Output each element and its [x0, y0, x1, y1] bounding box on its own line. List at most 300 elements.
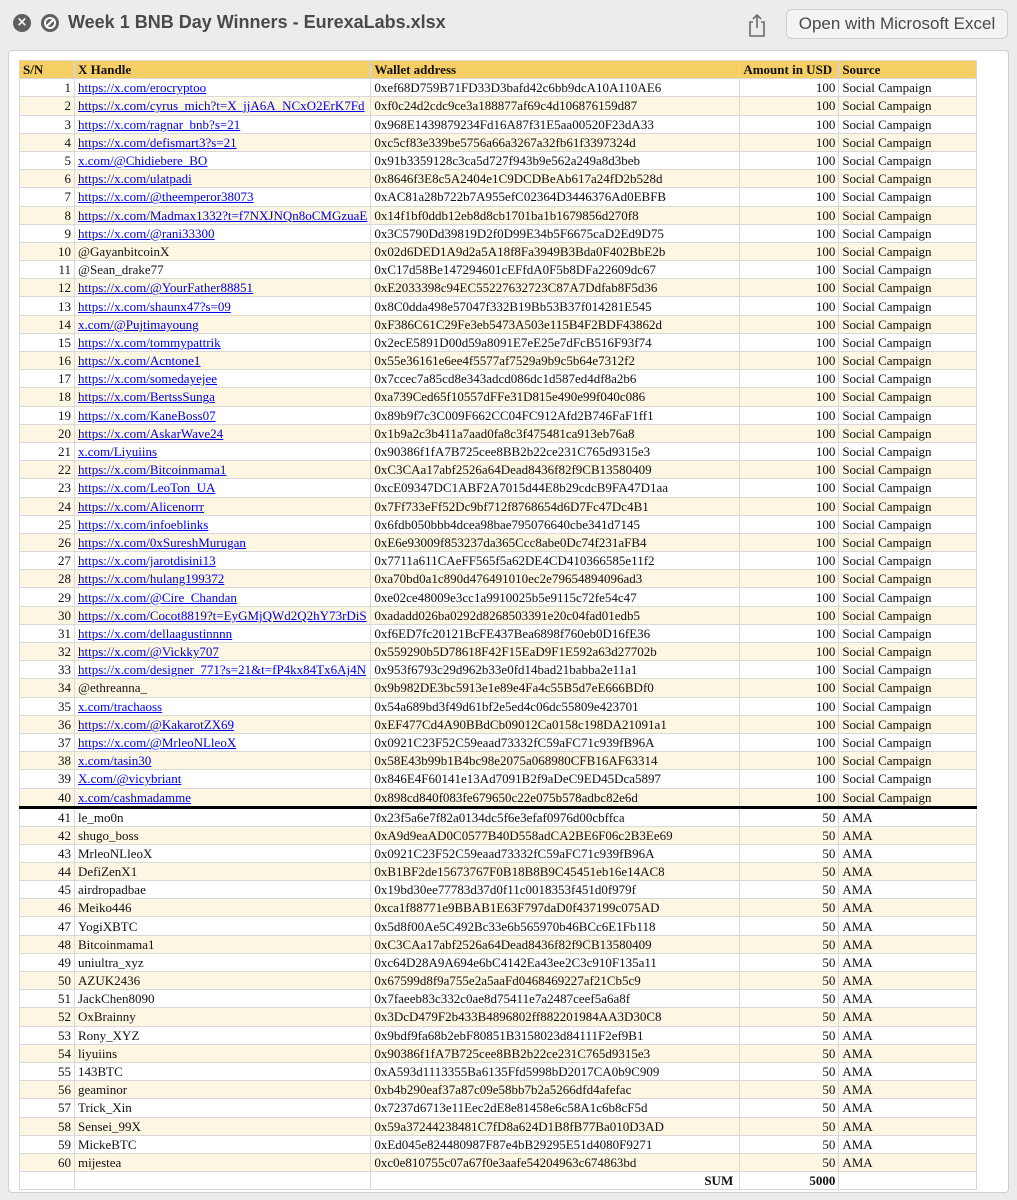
cell-sn[interactable]: 31 — [20, 624, 75, 642]
cell-sn[interactable]: 25 — [20, 515, 75, 533]
cell-sn[interactable]: 11 — [20, 261, 75, 279]
cell-source[interactable]: Social Campaign — [839, 333, 977, 351]
cell-wallet-address[interactable]: 0x8C0dda498e57047f332B19Bb53B37f014281E545 — [371, 297, 740, 315]
cell-amount[interactable]: 50 — [740, 972, 839, 990]
cell-x-handle[interactable]: Trick_Xin — [75, 1099, 371, 1117]
cell-amount[interactable]: 100 — [740, 279, 839, 297]
x-handle-link[interactable]: https://x.com/jarotdisini13 — [78, 553, 216, 569]
cell-amount[interactable]: 100 — [740, 115, 839, 133]
cell-wallet-address[interactable]: 0x953f6793c29d962b33e0fd14bad21babba2e11a1 — [371, 661, 740, 679]
cell-x-handle[interactable] — [75, 570, 371, 588]
x-handle-link[interactable]: x.com/cashmadamme — [78, 789, 191, 805]
table-row[interactable] — [20, 497, 977, 515]
table-row[interactable] — [20, 388, 977, 406]
cell-x-handle[interactable] — [75, 151, 371, 169]
cell-x-handle[interactable] — [75, 297, 371, 315]
x-handle-link[interactable]: https://x.com/Alicenorrr — [78, 498, 205, 514]
cell-source[interactable]: Social Campaign — [839, 570, 977, 588]
table-row[interactable] — [20, 643, 977, 661]
cell-source[interactable]: AMA — [839, 953, 977, 971]
x-handle-link[interactable]: https://x.com/defismart3?s=21 — [78, 134, 237, 150]
cell-source[interactable]: AMA — [839, 844, 977, 862]
x-handle-link[interactable]: https://x.com/designer_771?s=21&t=fP4kx84Tx6Aj4N — [78, 662, 367, 678]
cell-wallet-address[interactable]: 0xe02ce48009e3cc1a9910025b5e9115c72fe54c47 — [371, 588, 740, 606]
cell-x-handle[interactable] — [75, 133, 371, 151]
cell-source[interactable]: Social Campaign — [839, 661, 977, 679]
cell-amount[interactable]: 100 — [740, 151, 839, 169]
cell-amount[interactable]: 100 — [740, 224, 839, 242]
cell-sn[interactable]: 33 — [20, 661, 75, 679]
cell-x-handle[interactable] — [75, 552, 371, 570]
cell-x-handle[interactable]: YogiXBTC — [75, 917, 371, 935]
cell-source[interactable]: Social Campaign — [839, 388, 977, 406]
cell-amount[interactable]: 50 — [740, 990, 839, 1008]
x-handle-link[interactable]: https://x.com/infoeblinks — [78, 516, 209, 532]
cell-wallet-address[interactable]: 0x67599d8f9a755e2a5aaFd0468469227af21Cb5c9 — [371, 972, 740, 990]
cell-wallet-address[interactable]: 0xE2033398c94EC55227632723C87A7Ddfab8F5d36 — [371, 279, 740, 297]
cell-sn[interactable]: 13 — [20, 297, 75, 315]
share-icon[interactable] — [745, 12, 769, 38]
cell-amount[interactable]: 50 — [740, 826, 839, 844]
cell-source[interactable]: Social Campaign — [839, 133, 977, 151]
cell-x-handle[interactable]: liyuiins — [75, 1044, 371, 1062]
cell-amount[interactable]: 100 — [740, 388, 839, 406]
cell-sn[interactable]: 26 — [20, 533, 75, 551]
cell-sn[interactable]: 40 — [20, 788, 75, 807]
cell-x-handle[interactable] — [75, 588, 371, 606]
block-icon[interactable] — [41, 14, 59, 32]
cell-source[interactable]: AMA — [839, 1026, 977, 1044]
table-row[interactable] — [20, 1099, 977, 1117]
cell-wallet-address[interactable]: 0xa70bd0a1c890d476491010ec2e79654894096ad3 — [371, 570, 740, 588]
cell-source[interactable]: AMA — [839, 899, 977, 917]
cell-source[interactable]: Social Campaign — [839, 406, 977, 424]
cell-x-handle[interactable] — [75, 661, 371, 679]
cell-sn[interactable]: 7 — [20, 188, 75, 206]
x-handle-link[interactable]: x.com/Liyuiins — [78, 444, 158, 460]
x-handle-link[interactable]: https://x.com/shaunx47?s=09 — [78, 298, 231, 314]
cell-amount[interactable]: 50 — [740, 953, 839, 971]
cell-wallet-address[interactable]: 0x7ccec7a85cd8e343adcd086dc1d587ed4df8a2b6 — [371, 370, 740, 388]
cell-x-handle[interactable] — [75, 461, 371, 479]
x-handle-link[interactable]: https://x.com/@theemperor38073 — [78, 189, 254, 205]
cell-x-handle[interactable] — [75, 715, 371, 733]
cell-sn[interactable]: 56 — [20, 1081, 75, 1099]
table-row[interactable] — [20, 79, 977, 97]
table-row[interactable] — [20, 315, 977, 333]
cell-wallet-address[interactable]: 0x19bd30ee77783d37d0f11c0018353f451d0f979f — [371, 881, 740, 899]
cell-x-handle[interactable] — [75, 370, 371, 388]
cell-source[interactable]: Social Campaign — [839, 552, 977, 570]
cell-wallet-address[interactable]: 0xef68D759B71FD33D3bafd42c6bb9dcA10A110AE6 — [371, 79, 740, 97]
x-handle-link[interactable]: X.com/@vicybriant — [78, 771, 182, 787]
cell-source[interactable]: Social Campaign — [839, 606, 977, 624]
cell-x-handle[interactable]: AZUK2436 — [75, 972, 371, 990]
cell-source[interactable]: AMA — [839, 935, 977, 953]
cell-amount[interactable]: 50 — [740, 1081, 839, 1099]
cell-wallet-address[interactable]: 0xC17d58Be147294601cEFfdA0F5b8DFa22609dc67 — [371, 261, 740, 279]
x-handle-link[interactable]: x.com/tasin30 — [78, 753, 152, 769]
cell-x-handle[interactable] — [75, 697, 371, 715]
cell-x-handle[interactable]: uniultra_xyz — [75, 953, 371, 971]
cell-source[interactable]: AMA — [839, 1099, 977, 1117]
cell-sn[interactable]: 2 — [20, 97, 75, 115]
table-row[interactable] — [20, 424, 977, 442]
cell-source[interactable]: AMA — [839, 1062, 977, 1080]
cell-source[interactable]: AMA — [839, 972, 977, 990]
cell-x-handle[interactable] — [75, 533, 371, 551]
cell-amount[interactable]: 100 — [740, 188, 839, 206]
x-handle-link[interactable]: https://x.com/cyrus_mich?t=X_jjA6A_NCxO2ErK7Fd — [78, 98, 365, 114]
cell-amount[interactable]: 100 — [740, 533, 839, 551]
cell-source[interactable]: Social Campaign — [839, 315, 977, 333]
cell-x-handle[interactable]: 143BTC — [75, 1062, 371, 1080]
cell-sn[interactable]: 59 — [20, 1135, 75, 1153]
cell-wallet-address[interactable]: 0xc5cf83e339be5756a66a3267a32fb61f3397324d — [371, 133, 740, 151]
x-handle-link[interactable]: https://x.com/Cocot8819?t=EyGMjQWd2Q2hY73rDiS — [78, 607, 367, 623]
cell-x-handle[interactable]: OxBrainny — [75, 1008, 371, 1026]
table-row[interactable] — [20, 279, 977, 297]
cell-source[interactable]: Social Campaign — [839, 242, 977, 260]
cell-wallet-address[interactable]: 0xA9d9eaAD0C0577B40D558adCA2BE6F06c2B3Ee69 — [371, 826, 740, 844]
cell-source[interactable]: Social Campaign — [839, 115, 977, 133]
table-row[interactable] — [20, 826, 977, 844]
cell-wallet-address[interactable]: 0xcE09347DC1ABF2A7015d44E8b29cdcB9FA47D1aa — [371, 479, 740, 497]
cell-source[interactable]: AMA — [839, 1081, 977, 1099]
cell-sn[interactable]: 37 — [20, 733, 75, 751]
cell-x-handle[interactable] — [75, 333, 371, 351]
cell-x-handle[interactable] — [75, 624, 371, 642]
cell-wallet-address[interactable]: 0x89b9f7c3C009F662CC04FC912Afd2B746FaF1ff1 — [371, 406, 740, 424]
cell-sn[interactable]: 38 — [20, 752, 75, 770]
cell-x-handle[interactable]: @Sean_drake77 — [75, 261, 371, 279]
cell-amount[interactable]: 100 — [740, 315, 839, 333]
cell-wallet-address[interactable]: 0x58E43b99b1B4bc98e2075a068980CFB16AF63314 — [371, 752, 740, 770]
cell-sn[interactable]: 32 — [20, 643, 75, 661]
cell-wallet-address[interactable]: 0x559290b5D78618F42F15EaD9F1E592a63d27702b — [371, 643, 740, 661]
cell-sn[interactable]: 23 — [20, 479, 75, 497]
cell-amount[interactable]: 100 — [740, 133, 839, 151]
table-row[interactable] — [20, 115, 977, 133]
table-row[interactable] — [20, 697, 977, 715]
cell-sn[interactable]: 12 — [20, 279, 75, 297]
cell-wallet-address[interactable]: 0x7faeeb83c332c0ae8d75411e7a2487ceef5a6a8f — [371, 990, 740, 1008]
table-row[interactable] — [20, 1062, 977, 1080]
cell-source[interactable]: Social Campaign — [839, 733, 977, 751]
cell-sn[interactable]: 6 — [20, 170, 75, 188]
cell-sn[interactable]: 51 — [20, 990, 75, 1008]
x-handle-link[interactable]: https://x.com/@KakarotZX69 — [78, 716, 235, 732]
table-row[interactable] — [20, 479, 977, 497]
cell-x-handle[interactable] — [75, 479, 371, 497]
x-handle-link[interactable]: https://x.com/ulatpadi — [78, 171, 192, 187]
cell-x-handle[interactable] — [75, 315, 371, 333]
cell-wallet-address[interactable]: 0x5d8f00Ae5C492Bc33e6b565970b46BCc6E1Fb118 — [371, 917, 740, 935]
cell-sn[interactable]: 10 — [20, 242, 75, 260]
table-row[interactable] — [20, 935, 977, 953]
cell-source[interactable]: Social Campaign — [839, 624, 977, 642]
cell-amount[interactable]: 100 — [740, 733, 839, 751]
table-row[interactable] — [20, 370, 977, 388]
table-row[interactable] — [20, 333, 977, 351]
cell-amount[interactable]: 50 — [740, 1135, 839, 1153]
cell-wallet-address[interactable]: 0x7237d6713e11Eec2dE8e81458e6c58A1c6b8cF5d — [371, 1099, 740, 1117]
x-handle-link[interactable]: https://x.com/hulang199372 — [78, 571, 225, 587]
cell-source[interactable]: Social Campaign — [839, 79, 977, 97]
cell-sn[interactable]: 14 — [20, 315, 75, 333]
cell-source[interactable]: Social Campaign — [839, 188, 977, 206]
cell-wallet-address[interactable]: 0xF386C61C29Fe3eb5473A503e115B4F2BDF43862d — [371, 315, 740, 333]
cell-x-handle[interactable]: MrleoNLleoX — [75, 844, 371, 862]
cell-source[interactable]: AMA — [839, 1117, 977, 1135]
cell-source[interactable]: AMA — [839, 1135, 977, 1153]
table-row[interactable] — [20, 188, 977, 206]
cell-sn[interactable]: 24 — [20, 497, 75, 515]
cell-x-handle[interactable]: Meiko446 — [75, 899, 371, 917]
cell-x-handle[interactable]: @GayanbitcoinX — [75, 242, 371, 260]
cell-sn[interactable]: 47 — [20, 917, 75, 935]
cell-wallet-address[interactable]: 0x54a689bd3f49d61bf2e5ed4c06dc55809e423701 — [371, 697, 740, 715]
x-handle-link[interactable]: https://x.com/tommypattrik — [78, 334, 221, 350]
cell-wallet-address[interactable]: 0xb4b290eaf37a87c09e58bb7b2a5266dfd4afefac — [371, 1081, 740, 1099]
table-row[interactable] — [20, 442, 977, 460]
table-row[interactable] — [20, 881, 977, 899]
cell-wallet-address[interactable]: 0xEd045e824480987F87e4bB29295E51d4080F9271 — [371, 1135, 740, 1153]
cell-source[interactable]: Social Campaign — [839, 643, 977, 661]
cell-x-handle[interactable]: geaminor — [75, 1081, 371, 1099]
cell-x-handle[interactable]: Rony_XYZ — [75, 1026, 371, 1044]
cell-sn[interactable]: 34 — [20, 679, 75, 697]
cell-amount[interactable]: 100 — [740, 770, 839, 788]
table-row[interactable] — [20, 352, 977, 370]
cell-source[interactable]: AMA — [839, 881, 977, 899]
cell-wallet-address[interactable]: 0x90386f1fA7B725cee8BB2b22ce231C765d9315e3 — [371, 1044, 740, 1062]
cell-sn[interactable]: 50 — [20, 972, 75, 990]
cell-amount[interactable]: 100 — [740, 661, 839, 679]
table-row[interactable] — [20, 990, 977, 1008]
cell-sn[interactable]: 30 — [20, 606, 75, 624]
cell-amount[interactable]: 50 — [740, 1044, 839, 1062]
cell-source[interactable]: Social Campaign — [839, 442, 977, 460]
table-row[interactable] — [20, 679, 977, 697]
cell-source[interactable]: Social Campaign — [839, 424, 977, 442]
cell-amount[interactable]: 100 — [740, 424, 839, 442]
x-handle-link[interactable]: https://x.com/BertssSunga — [78, 389, 215, 405]
cell-sn[interactable]: 19 — [20, 406, 75, 424]
x-handle-link[interactable]: https://x.com/@Vickky707 — [78, 644, 219, 660]
x-handle-link[interactable]: https://x.com/dellaagustinnnn — [78, 625, 233, 641]
cell-wallet-address[interactable]: 0x23f5a6e7f82a0134dc5f6e3efaf0976d00cbffca — [371, 807, 740, 826]
cell-source[interactable]: Social Campaign — [839, 533, 977, 551]
x-handle-link[interactable]: https://x.com/somedayejee — [78, 371, 217, 387]
cell-amount[interactable]: 100 — [740, 206, 839, 224]
cell-source[interactable]: Social Campaign — [839, 352, 977, 370]
cell-x-handle[interactable]: mijestea — [75, 1153, 371, 1171]
cell-sn[interactable]: 36 — [20, 715, 75, 733]
cell-x-handle[interactable] — [75, 442, 371, 460]
cell-wallet-address[interactable]: 0x59a37244238481C7fD8a624D1B8fB77Ba010D3AD — [371, 1117, 740, 1135]
cell-wallet-address[interactable]: 0x3DcD479F2b433B4896802ff882201984AA3D30C8 — [371, 1008, 740, 1026]
cell-x-handle[interactable]: airdropadbae — [75, 881, 371, 899]
cell-x-handle[interactable] — [75, 224, 371, 242]
cell-sn[interactable]: 22 — [20, 461, 75, 479]
cell-wallet-address[interactable]: 0xf6ED7fc20121BcFE437Bea6898f760eb0D16fE36 — [371, 624, 740, 642]
cell-source[interactable]: Social Campaign — [839, 461, 977, 479]
cell-amount[interactable]: 50 — [740, 862, 839, 880]
cell-sn[interactable]: 46 — [20, 899, 75, 917]
cell-wallet-address[interactable]: 0x2ecE5891D00d59a8091E7eE25e7dFcB516F93f74 — [371, 333, 740, 351]
table-row[interactable] — [20, 1044, 977, 1062]
table-row[interactable] — [20, 1008, 977, 1026]
cell-source[interactable]: AMA — [839, 917, 977, 935]
cell-source[interactable]: Social Campaign — [839, 97, 977, 115]
cell-sn[interactable]: 44 — [20, 862, 75, 880]
table-row[interactable] — [20, 807, 977, 826]
cell-x-handle[interactable] — [75, 752, 371, 770]
cell-source[interactable]: Social Campaign — [839, 370, 977, 388]
cell-source[interactable]: Social Campaign — [839, 279, 977, 297]
cell-source[interactable]: Social Campaign — [839, 170, 977, 188]
table-row[interactable] — [20, 1117, 977, 1135]
cell-source[interactable]: AMA — [839, 807, 977, 826]
cell-wallet-address[interactable]: 0x6fdb050bbb4dcea98bae795076640cbe341d7145 — [371, 515, 740, 533]
x-handle-link[interactable]: x.com/@Chidiebere_BO — [78, 153, 208, 169]
table-row[interactable] — [20, 261, 977, 279]
cell-source[interactable]: Social Campaign — [839, 752, 977, 770]
cell-x-handle[interactable]: Sensei_99X — [75, 1117, 371, 1135]
cell-sn[interactable]: 18 — [20, 388, 75, 406]
cell-sn[interactable]: 17 — [20, 370, 75, 388]
cell-sn[interactable]: 45 — [20, 881, 75, 899]
cell-x-handle[interactable]: DefiZenX1 — [75, 862, 371, 880]
cell-sn[interactable]: 28 — [20, 570, 75, 588]
table-row[interactable] — [20, 606, 977, 624]
cell-amount[interactable]: 50 — [740, 935, 839, 953]
x-handle-link[interactable]: https://x.com/@YourFather88851 — [78, 280, 253, 296]
table-row[interactable] — [20, 1135, 977, 1153]
table-row[interactable] — [20, 552, 977, 570]
x-handle-link[interactable]: https://x.com/Acntone1 — [78, 353, 201, 369]
table-row[interactable] — [20, 844, 977, 862]
cell-x-handle[interactable] — [75, 733, 371, 751]
x-handle-link[interactable]: https://x.com/erocryptoo — [78, 80, 207, 96]
cell-amount[interactable]: 50 — [740, 807, 839, 826]
table-row[interactable] — [20, 862, 977, 880]
cell-amount[interactable]: 100 — [740, 261, 839, 279]
cell-amount[interactable]: 50 — [740, 1008, 839, 1026]
cell-x-handle[interactable]: le_mo0n — [75, 807, 371, 826]
cell-amount[interactable]: 50 — [740, 899, 839, 917]
cell-sn[interactable]: 43 — [20, 844, 75, 862]
cell-sn[interactable]: 21 — [20, 442, 75, 460]
cell-amount[interactable]: 50 — [740, 1062, 839, 1080]
cell-wallet-address[interactable]: 0xC3CAa17abf2526a64Dead8436f82f9CB13580409 — [371, 935, 740, 953]
cell-wallet-address[interactable]: 0x0921C23F52C59eaad73332fC59aFC71c939fB96A — [371, 733, 740, 751]
cell-wallet-address[interactable]: 0xc64D28A9A694e6bC4142Ea43ee2C3c910F135a11 — [371, 953, 740, 971]
cell-source[interactable]: Social Campaign — [839, 715, 977, 733]
table-row[interactable] — [20, 406, 977, 424]
cell-sn[interactable]: 55 — [20, 1062, 75, 1080]
x-handle-link[interactable]: https://x.com/@MrleoNLleoX — [78, 735, 237, 751]
cell-wallet-address[interactable]: 0xC3CAa17abf2526a64Dead8436f82f9CB13580409 — [371, 461, 740, 479]
cell-amount[interactable]: 100 — [740, 333, 839, 351]
cell-x-handle[interactable] — [75, 424, 371, 442]
cell-amount[interactable]: 50 — [740, 1117, 839, 1135]
table-row[interactable] — [20, 97, 977, 115]
cell-wallet-address[interactable]: 0x968E1439879234Fd16A87f31E5aa00520F23dA33 — [371, 115, 740, 133]
cell-x-handle[interactable] — [75, 388, 371, 406]
table-row[interactable] — [20, 1026, 977, 1044]
cell-x-handle[interactable] — [75, 206, 371, 224]
cell-sn[interactable]: 41 — [20, 807, 75, 826]
cell-sn[interactable]: 57 — [20, 1099, 75, 1117]
cell-sn[interactable]: 39 — [20, 770, 75, 788]
cell-x-handle[interactable] — [75, 606, 371, 624]
cell-amount[interactable]: 50 — [740, 881, 839, 899]
open-with-excel-button[interactable]: Open with Microsoft Excel — [786, 9, 1008, 39]
cell-amount[interactable]: 50 — [740, 917, 839, 935]
cell-x-handle[interactable] — [75, 352, 371, 370]
cell-x-handle[interactable]: shugo_boss — [75, 826, 371, 844]
table-row[interactable] — [20, 533, 977, 551]
table-row[interactable] — [20, 242, 977, 260]
table-row[interactable] — [20, 715, 977, 733]
cell-sn[interactable]: 5 — [20, 151, 75, 169]
cell-amount[interactable]: 100 — [740, 697, 839, 715]
cell-source[interactable]: Social Campaign — [839, 206, 977, 224]
table-row[interactable] — [20, 1153, 977, 1171]
cell-source[interactable]: AMA — [839, 990, 977, 1008]
cell-source[interactable]: Social Campaign — [839, 297, 977, 315]
cell-source[interactable]: AMA — [839, 1008, 977, 1026]
cell-amount[interactable]: 100 — [740, 606, 839, 624]
cell-amount[interactable]: 100 — [740, 352, 839, 370]
table-row[interactable] — [20, 570, 977, 588]
cell-amount[interactable]: 50 — [740, 1153, 839, 1171]
cell-sn[interactable]: 16 — [20, 352, 75, 370]
cell-amount[interactable]: 100 — [740, 479, 839, 497]
cell-x-handle[interactable] — [75, 788, 371, 807]
cell-wallet-address[interactable]: 0x9bdf9fa68b2ebF80851B3158023d84111F2ef9B1 — [371, 1026, 740, 1044]
cell-source[interactable]: Social Campaign — [839, 697, 977, 715]
cell-sn[interactable]: 53 — [20, 1026, 75, 1044]
table-row[interactable] — [20, 461, 977, 479]
cell-amount[interactable]: 100 — [740, 788, 839, 807]
cell-wallet-address[interactable]: 0xca1f88771e9BBAB1E63F797daD0f437199c075AD — [371, 899, 740, 917]
cell-x-handle[interactable] — [75, 115, 371, 133]
cell-x-handle[interactable]: @ethreanna_ — [75, 679, 371, 697]
cell-x-handle[interactable] — [75, 643, 371, 661]
cell-sn[interactable]: 60 — [20, 1153, 75, 1171]
cell-wallet-address[interactable]: 0x1b9a2c3b411a7aad0fa8c3f475481ca913eb76a8 — [371, 424, 740, 442]
cell-wallet-address[interactable]: 0xc0e810755c07a67f0e3aafe54204963c674863bd — [371, 1153, 740, 1171]
cell-amount[interactable]: 100 — [740, 442, 839, 460]
table-row[interactable] — [20, 788, 977, 807]
cell-sn[interactable]: 29 — [20, 588, 75, 606]
cell-amount[interactable]: 100 — [740, 588, 839, 606]
cell-sn[interactable]: 3 — [20, 115, 75, 133]
table-row[interactable] — [20, 1081, 977, 1099]
cell-source[interactable]: Social Campaign — [839, 224, 977, 242]
table-row[interactable] — [20, 899, 977, 917]
table-row[interactable] — [20, 170, 977, 188]
cell-wallet-address[interactable]: 0x898cd840f083fe679650c22e075b578adbc82e6d — [371, 788, 740, 807]
cell-source[interactable]: AMA — [839, 862, 977, 880]
cell-wallet-address[interactable]: 0xAC81a28b722b7A955efC02364D3446376Ad0EBFB — [371, 188, 740, 206]
cell-source[interactable]: Social Campaign — [839, 151, 977, 169]
cell-wallet-address[interactable]: 0xa739Ced65f10557dFFe31D815e490e99f040c086 — [371, 388, 740, 406]
cell-x-handle[interactable] — [75, 97, 371, 115]
